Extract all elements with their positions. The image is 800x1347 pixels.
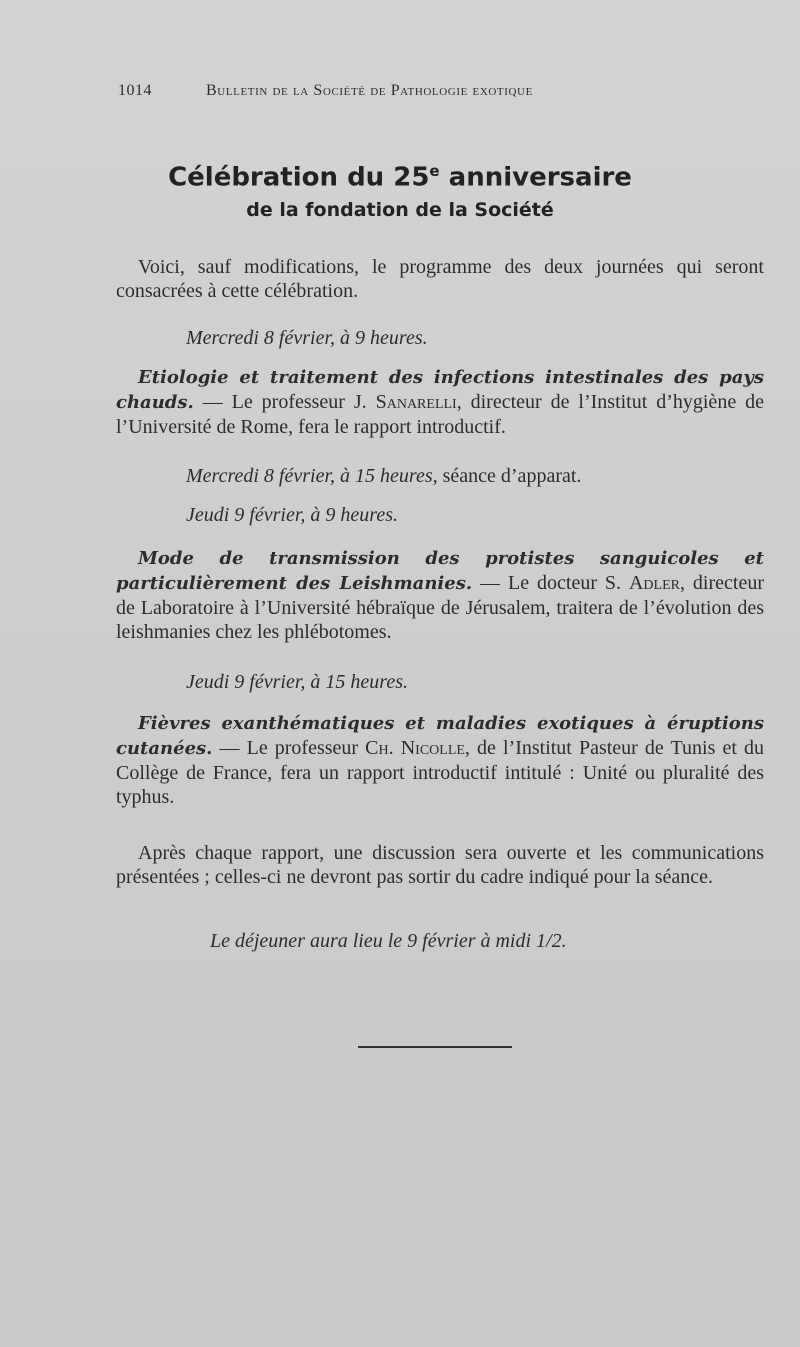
session1-speaker: Sanarelli <box>375 391 457 413</box>
session3-paragraph <box>116 546 764 644</box>
title-part-2: anniversaire <box>439 162 632 193</box>
title-part-1: Célébration du 25 <box>168 162 430 193</box>
session1-text-a: — Le professeur J. <box>193 391 376 413</box>
running-title: Bulletin de la Société de Pathologie exotique <box>206 82 533 99</box>
session4-date: Jeudi 9 février, à 15 heures. <box>186 671 408 693</box>
page-title <box>0 162 800 193</box>
title-superscript: e <box>429 162 440 180</box>
session1-text-b: , directeur de l’Institut d’hygiène de l’Université de Rome, fera le rapport introductif. <box>116 391 764 438</box>
session2-date-rest: séance d’apparat. <box>437 465 582 487</box>
session2-date <box>186 465 581 488</box>
session1-paragraph <box>116 365 764 439</box>
session3-text-b: , directeur de Laboratoire à l’Université hébraïque de Jérusalem, traitera de l’évolution des leishmanies chez les phlébotomes. <box>116 572 764 643</box>
session3-text-a: — Le docteur S. <box>472 572 629 594</box>
session3-date: Jeudi 9 février, à 9 heures. <box>186 504 398 526</box>
session4-topic: Fièvres exanthématiques et maladies exotiques à éruptions cutanées. <box>116 713 764 759</box>
intro-paragraph: Voici, sauf modifications, le programme des deux journées qui seront consacrées à cette célébration. <box>116 256 764 302</box>
closing-rule <box>358 1046 512 1048</box>
session4-text-a: — Le professeur <box>212 737 366 759</box>
closing-paragraph: Après chaque rapport, une discussion sera ouverte et les communications présentées ; celles-ci ne devront pas sortir du cadre indiqué pour la séance. <box>116 842 764 888</box>
session4-speaker: Ch. Nicolle <box>365 737 465 759</box>
page-subtitle: de la fondation de la Société <box>246 199 554 221</box>
session1-date: Mercredi 8 février, à 9 heures. <box>186 327 428 349</box>
lunch-note: Le déjeuner aura lieu le 9 février à midi 1/2. <box>210 930 567 952</box>
session3-speaker: Adler <box>628 572 680 594</box>
session2-date-italic: Mercredi 8 février, à 15 heures, <box>186 465 438 487</box>
session4-text-b: , de l’Institut Pasteur de Tunis et du Collège de France, fera un rapport introductif intitulé : Unité ou pluralité des typhus. <box>116 737 764 808</box>
session3-topic: Mode de transmission des protistes sanguicoles et particulièrement des Leishmanies. <box>116 548 764 594</box>
session1-topic: Etiologie et traitement des infections intestinales des pays chauds. <box>116 367 764 413</box>
session4-paragraph <box>116 711 764 809</box>
page-number: 1014 <box>118 82 152 99</box>
